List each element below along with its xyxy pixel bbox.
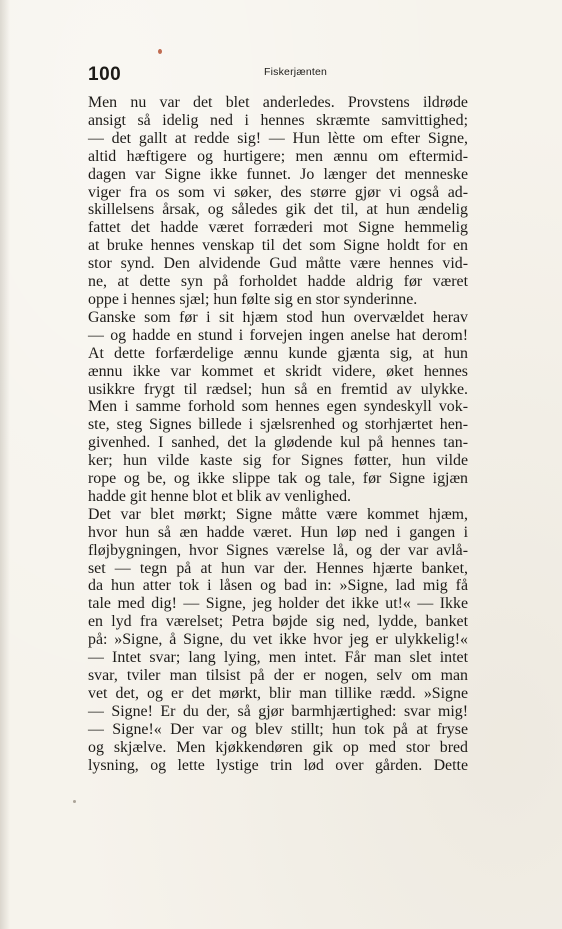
- text-line: stor synd. Den alvidende Gud måtte være hennes vid-: [88, 255, 468, 273]
- text-line: ænnu ikke var kommet et skridt videre, øket hennes: [88, 362, 468, 380]
- text-line: ker; hun vilde kaste sig for Signes føtter, hun vilde: [88, 452, 468, 470]
- text-line: da hun atter tok i låsen og bad in: »Signe, lad mig få: [88, 577, 468, 595]
- text-line: At dette forfærdelige ænnu kunde gjænta sig, at hun: [88, 344, 468, 362]
- text-line: usikkre frygt til rædsel; hun så en fremtid av ulykke.: [88, 380, 468, 398]
- text-line: ste, steg Signes billede i sjælsrenhed og storhjærtet hen-: [88, 416, 468, 434]
- text-line: en lyd fra værelset; Petra bøjde sig ned, lydde, banket: [88, 613, 468, 631]
- text-line: ansigt så idelig ned i hennes skræmte samvittighed;: [88, 111, 468, 129]
- text-line: givenhed. I sanhed, det la glødende kul på hennes tan-: [88, 434, 468, 452]
- text-line: vet det, og er det mørkt, blir man tillike rædd. »Signe: [88, 684, 468, 702]
- text-line: — Intet svar; lang lying, men intet. Får man slet intet: [88, 649, 468, 667]
- text-line: lysning, og lette lystige trin lød over gården. Dette: [88, 756, 468, 774]
- text-line: altid hæftigere og hurtigere; men ænnu om eftermid-: [88, 147, 468, 165]
- text-line: hadde git henne blot et blik av venlighed.: [88, 487, 352, 505]
- text-line: rope og be, og ikke slippe tak og tale, før Signe igjæn: [88, 470, 468, 488]
- page-number: 100: [88, 64, 122, 85]
- ink-speck: [73, 800, 76, 803]
- text-line: og skjælve. Men kjøkkendøren gik op med stor bred: [88, 738, 468, 756]
- text-line: set — tegn på at hun var der. Hennes hjærte banket,: [88, 559, 468, 577]
- text-line: Ganske som før i sit hjæm stod hun overvældet herav: [88, 308, 468, 326]
- text-line: fløjbygningen, hvor Signes værelse lå, og der var avlå-: [88, 541, 468, 559]
- text-line: — Signe!« Der var og blev stillt; hun tok på at fryse: [88, 720, 468, 738]
- text-line: svar, tviler man tilsist på der er nogen, selv om man: [88, 667, 468, 684]
- text-line: fattet det hadde været forræderi mot Signe hemmelig: [88, 219, 468, 237]
- text-line: Men nu var det blet anderledes. Provstens ildrøde: [88, 94, 468, 111]
- text-line: på: »Signe, å Signe, du vet ikke hvor jeg er ulykkelig!«: [88, 631, 468, 649]
- page-header: [88, 62, 468, 84]
- text-line: ne, at dette syn på forholdet hadde aldrig før været: [88, 273, 468, 291]
- running-head: Fiskerjænten: [264, 66, 328, 78]
- paragraph: [88, 309, 468, 506]
- text-line: Det var blet mørkt; Signe måtte være kommet hjæm,: [88, 505, 468, 523]
- text-line: at bruke hennes venskap til det som Signe holdt for en: [88, 237, 468, 255]
- paragraph: [88, 94, 468, 309]
- body-text: [88, 94, 468, 774]
- text-line: — Signe! Er du der, så gjør barmhjærtighed: svar mig!: [88, 702, 468, 720]
- text-line: oppe i hennes sjæl; hun følte sig en stor synderinne.: [88, 290, 418, 308]
- text-line: dagen var Signe ikke funnet. Jo længer det menneske: [88, 165, 468, 183]
- text-line: tale med dig! — Signe, jeg holder det ikke ut!« — Ikke: [88, 595, 468, 613]
- text-line: — det gallt at redde sig! — Hun lètte om efter Signe,: [88, 129, 468, 147]
- text-line: hvor hun så æn hadde været. Hun løp ned i gangen i: [88, 523, 468, 541]
- text-line: viger fra os som vi søker, des større gjør vi også ad-: [88, 183, 468, 201]
- paragraph: [88, 506, 468, 775]
- ink-dot: [158, 49, 162, 54]
- text-line: skillelsens årsak, og således gik det til, at hun ændelig: [88, 201, 468, 219]
- text-line: — og hadde en stund i forvejen ingen anelse hat derom!: [88, 326, 468, 344]
- text-line: Men i samme forhold som hennes egen syndeskyll vok-: [88, 398, 468, 416]
- page-gutter-shadow: [0, 0, 10, 929]
